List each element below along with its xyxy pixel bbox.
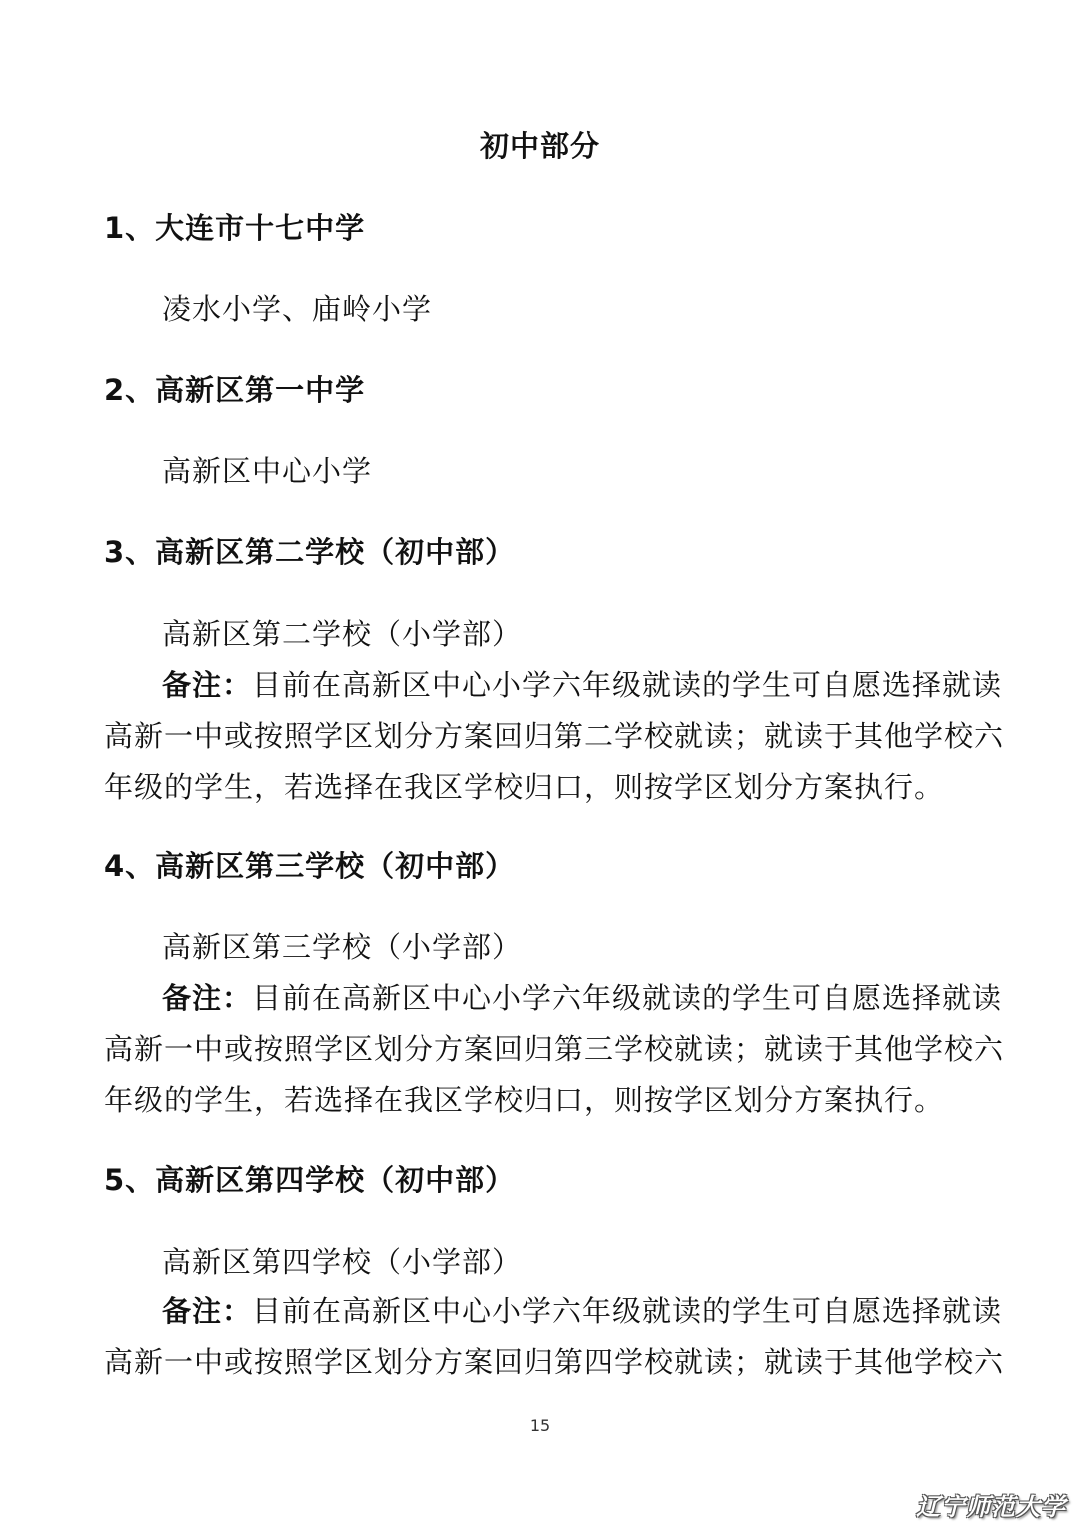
note-line: 高新一中或按照学区划分方案回归第四学校就读；就读于其他学校六	[104, 1345, 1005, 1379]
note-line: 高新一中或按照学区划分方案回归第二学校就读；就读于其他学校六	[104, 719, 1005, 753]
section-heading-1: 1、大连市十七中学	[104, 211, 366, 245]
note-text: 目前在高新区中心小学六年级就读的学生可自愿选择就读	[252, 981, 1003, 1015]
section-schools-2: 高新区中心小学	[162, 454, 373, 488]
section-schools-5: 高新区第四学校（小学部）	[162, 1245, 523, 1279]
section-note-5	[104, 1286, 1005, 1388]
note-line	[104, 660, 1003, 711]
note-line: 年级的学生，若选择在我区学校归口，则按学区划分方案执行。	[104, 770, 945, 804]
section-schools-3: 高新区第二学校（小学部）	[162, 617, 523, 651]
section-heading-4: 4、高新区第三学校（初中部）	[104, 849, 516, 883]
page-title: 初中部分	[479, 129, 600, 163]
note-line: 年级的学生，若选择在我区学校归口，则按学区划分方案执行。	[104, 1083, 945, 1117]
note-text: 目前在高新区中心小学六年级就读的学生可自愿选择就读	[252, 1294, 1003, 1328]
section-schools-1: 凌水小学、庙岭小学	[162, 292, 433, 326]
note-line: 高新一中或按照学区划分方案回归第三学校就读；就读于其他学校六	[104, 1032, 1005, 1066]
note-label: 备注：	[162, 1294, 253, 1328]
section-heading-3: 3、高新区第二学校（初中部）	[104, 535, 516, 569]
section-note-4	[104, 973, 1005, 1126]
note-line	[104, 973, 1003, 1024]
section-heading-2: 2、高新区第一中学	[104, 373, 366, 407]
watermark-logo-text: 辽宁师范大学	[916, 1492, 1066, 1521]
note-label: 备注：	[162, 981, 253, 1015]
section-note-3	[104, 660, 1005, 813]
note-text: 目前在高新区中心小学六年级就读的学生可自愿选择就读	[252, 668, 1003, 702]
note-line	[104, 1286, 1003, 1337]
section-schools-4: 高新区第三学校（小学部）	[162, 930, 523, 964]
page-number: 15	[529, 1416, 551, 1435]
section-heading-5: 5、高新区第四学校（初中部）	[104, 1163, 516, 1197]
note-label: 备注：	[162, 668, 253, 702]
